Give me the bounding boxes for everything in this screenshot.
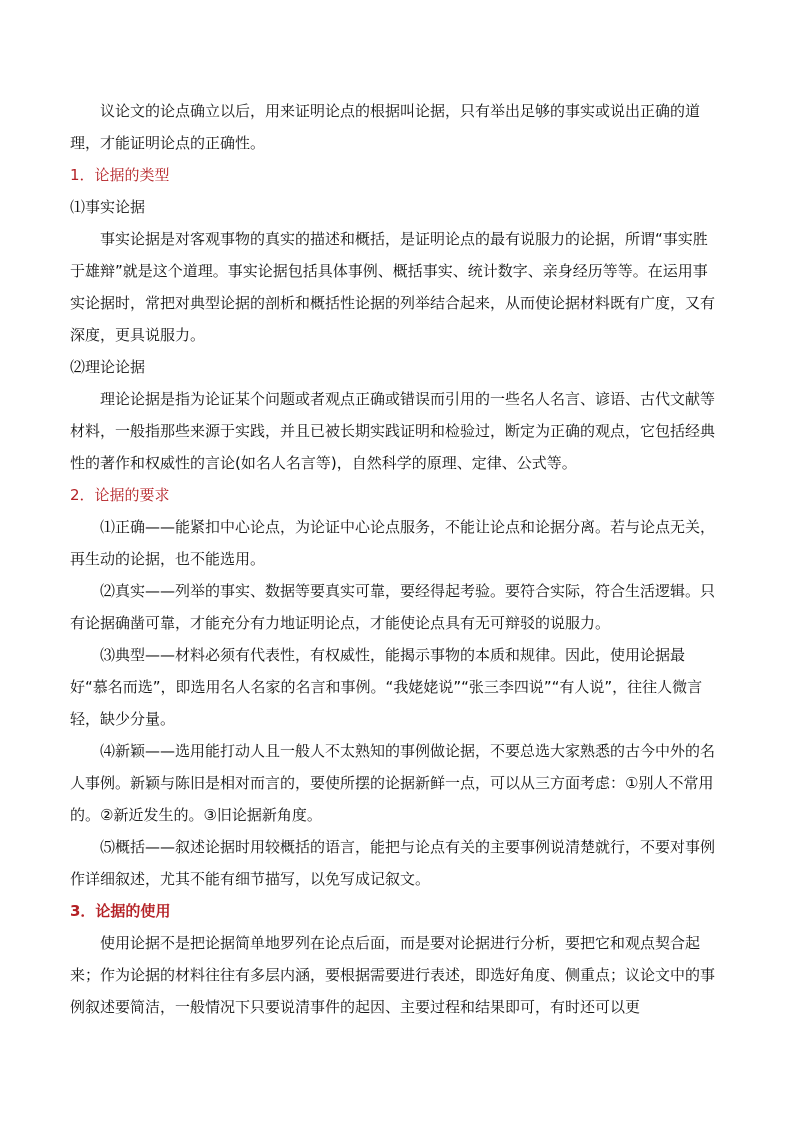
section-2-heading: 2．论据的要求 [70,486,170,504]
requirement-typical: ⑶典型——材料必须有代表性，有权威性，能揭示事物的本质和规律。因此，使用论据最好“慕名而选”，即选用名人名家的名言和事例。“我姥姥说”“张三李四说”“有人说”，往往人微言轻，缺少分量。 [70,646,703,728]
requirement-true: ⑵真实——列举的事实、数据等要真实可靠，要经得起考验。要符合实际，符合生活逻辑。只有论据确凿可靠，才能充分有力地证明论点，才能使论点具有无可辩驳的说服力。 [70,582,716,632]
intro-paragraph: 议论文的论点确立以后，用来证明论点的根据叫论据，只有举出足够的事实或说出正确的道理，才能证明论点的正确性。 [70,102,701,152]
requirement-correct: ⑴正确——能紧扣中心论点，为论证中心论点服务，不能让论点和论据分离。若与论点无关，再生动的论据，也不能选用。 [70,518,716,568]
section-3-heading: 3．论据的使用 [70,902,171,920]
document-body [70,95,722,1023]
section-1-heading: 1．论据的类型 [70,166,170,184]
fact-evidence-paragraph: 事实论据是对客观事物的真实的描述和概括，是证明论点的最有说服力的论据，所谓“事实胜于雄辩”就是这个道理。事实论据包括具体事例、概括事实、统计数字、亲身经历等等。在运用事实论据时，常把对典型论据的剖析和概括性论据的列举结合起来，从而使论据材料既有广度，又有深度，更具说服力。 [70,230,716,344]
requirement-concise: ⑸概括——叙述论据时用较概括的语言，能把与论点有关的主要事例说清楚就行，不要对事例作详细叙述，尤其不能有细节描写，以免写成记叙文。 [70,838,716,888]
fact-evidence-label: ⑴事实论据 [70,198,146,216]
requirement-novel: ⑷新颖——选用能打动人且一般人不太熟知的事例做论据，不要总选大家熟悉的古今中外的名人事例。新颖与陈旧是相对而言的，要使所摆的论据新鲜一点，可以从三方面考虑：①别人不常用的。②新近发生的。③旧论据新角度。 [70,742,716,824]
theory-evidence-label: ⑵理论论据 [70,358,146,376]
theory-evidence-paragraph: 理论论据是指为论证某个问题或者观点正确或错误而引用的一些名人名言、谚语、古代文献等材料，一般指那些来源于实践，并且已被长期实践证明和检验过，断定为正确的观点，它包括经典性的著作和权威性的言论(如名人名言等)，自然科学的原理、定律、公式等。 [70,390,716,472]
usage-paragraph: 使用论据不是把论据简单地罗列在论点后面，而是要对论据进行分析，要把它和观点契合起来；作为论据的材料往往有多层内涵，要根据需要进行表述，即选好角度、侧重点；议论文中的事例叙述要简洁，一般情况下只要说清事件的起因、主要过程和结果即可，有时还可以更 [70,934,716,1016]
